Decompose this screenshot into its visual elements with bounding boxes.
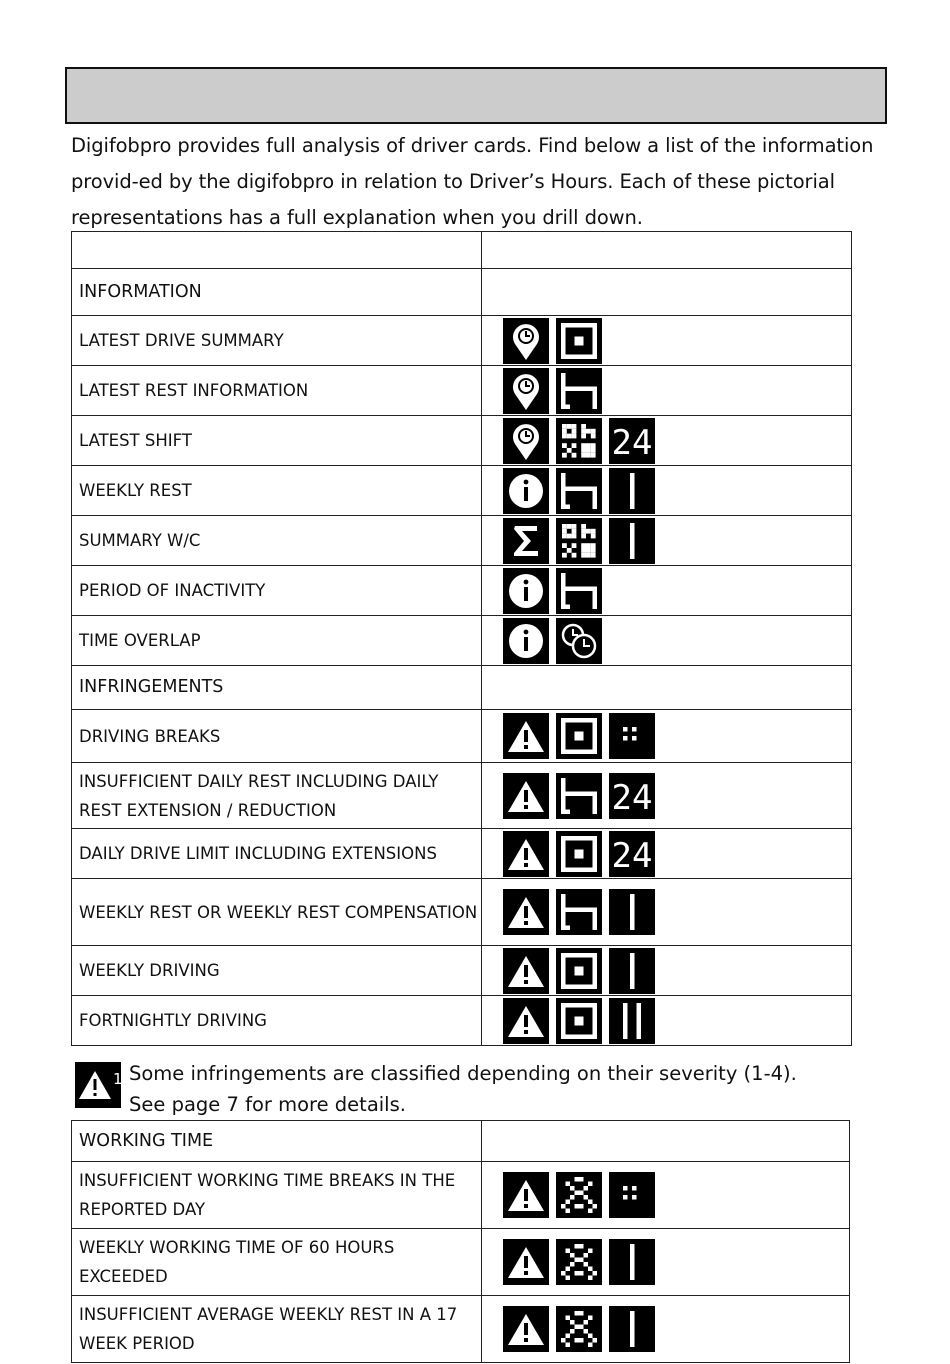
rest-bed-icon bbox=[556, 889, 602, 935]
table-row bbox=[72, 416, 852, 466]
row-label: PERIOD OF INACTIVITY bbox=[79, 581, 266, 600]
24-hours-icon bbox=[609, 773, 655, 819]
row-icons-cell bbox=[482, 1162, 850, 1229]
warning-icon bbox=[503, 998, 549, 1044]
table-row bbox=[72, 1229, 850, 1296]
icon-group bbox=[503, 998, 851, 1044]
row-label-cell bbox=[72, 1296, 482, 1363]
row-label-cell bbox=[72, 996, 482, 1046]
table-row bbox=[72, 829, 852, 879]
row-label-cell bbox=[72, 566, 482, 616]
row-label-cell bbox=[72, 316, 482, 366]
icon-group bbox=[503, 568, 851, 614]
row-label-cell bbox=[72, 1229, 482, 1296]
row-label-cell bbox=[72, 616, 482, 666]
icon-group bbox=[503, 713, 851, 759]
row-label: SUMMARY W/C bbox=[79, 531, 201, 550]
intro-paragraph: Digifobpro provides full analysis of driver cards. Find below a list of the information provid-ed by the digifobpro in relation to Driver’s Hours. Each of these pictorial representations has a full explanation when you drill down. bbox=[71, 134, 874, 229]
row-icons-cell bbox=[482, 710, 852, 763]
rest-bed-icon bbox=[556, 468, 602, 514]
row-icons-cell bbox=[482, 232, 852, 269]
working-time-table bbox=[71, 1120, 850, 1363]
row-icons-cell bbox=[482, 616, 852, 666]
clock-pin-icon bbox=[503, 318, 549, 364]
row-label-cell bbox=[72, 946, 482, 996]
double-clock-icon bbox=[556, 618, 602, 664]
icon-group bbox=[503, 889, 851, 935]
week-bar-icon bbox=[609, 889, 655, 935]
rest-bed-icon bbox=[556, 568, 602, 614]
svg-text:24: 24 bbox=[611, 835, 653, 876]
drive-grid-icon bbox=[556, 713, 602, 759]
table-row bbox=[72, 566, 852, 616]
table-row bbox=[72, 946, 852, 996]
break-dots-icon bbox=[609, 713, 655, 759]
warning-icon bbox=[503, 1172, 549, 1218]
row-label: WEEKLY REST bbox=[79, 481, 192, 500]
icon-group bbox=[503, 418, 851, 464]
drive-grid-icon bbox=[556, 948, 602, 994]
section-heading: WORKING TIME bbox=[79, 1130, 214, 1151]
icon-group bbox=[503, 1239, 849, 1285]
row-label: TIME OVERLAP bbox=[79, 631, 201, 650]
row-label-cell bbox=[72, 829, 482, 879]
row-label-cell bbox=[72, 366, 482, 416]
row-icons-cell bbox=[482, 996, 852, 1046]
table-row bbox=[72, 1162, 850, 1229]
info-icon bbox=[503, 568, 549, 614]
row-label: INSUFFICIENT AVERAGE WEEKLY REST IN A 17 WEEK PERIOD bbox=[79, 1305, 458, 1353]
row-icons-cell bbox=[482, 1229, 850, 1296]
row-icons-cell bbox=[482, 366, 852, 416]
work-hammers-icon bbox=[556, 1172, 602, 1218]
info-icon bbox=[503, 618, 549, 664]
row-icons-cell bbox=[482, 879, 852, 946]
table-row bbox=[72, 466, 852, 516]
rest-bed-icon bbox=[556, 773, 602, 819]
table-row bbox=[72, 710, 852, 763]
section-heading: INFRINGEMENTS bbox=[79, 677, 224, 697]
warning-icon bbox=[503, 948, 549, 994]
fortnight-bar-icon bbox=[609, 998, 655, 1044]
table-row bbox=[72, 763, 852, 829]
work-hammers-icon bbox=[556, 1239, 602, 1285]
row-icons-cell bbox=[482, 269, 852, 316]
icon-group bbox=[503, 1172, 849, 1218]
row-label-cell bbox=[72, 269, 482, 316]
clock-pin-icon bbox=[503, 418, 549, 464]
section-header-bar bbox=[65, 67, 887, 124]
warning-icon bbox=[503, 831, 549, 877]
row-icons-cell bbox=[482, 763, 852, 829]
icon-group bbox=[503, 368, 851, 414]
row-icons-cell bbox=[482, 1121, 850, 1162]
row-label-cell bbox=[72, 516, 482, 566]
table-row bbox=[72, 366, 852, 416]
week-bar-icon bbox=[609, 1306, 655, 1352]
table-row bbox=[72, 316, 852, 366]
row-label-cell bbox=[72, 1162, 482, 1229]
table-row bbox=[72, 1296, 850, 1363]
row-label-cell bbox=[72, 879, 482, 946]
row-icons-cell bbox=[482, 516, 852, 566]
row-label: LATEST SHIFT bbox=[79, 431, 192, 450]
row-label-cell bbox=[72, 466, 482, 516]
drive-grid-icon bbox=[556, 831, 602, 877]
severity-badge-number: 1 bbox=[113, 1070, 123, 1088]
row-label: WEEKLY WORKING TIME OF 60 HOURS EXCEEDED bbox=[79, 1238, 395, 1286]
row-icons-cell bbox=[482, 666, 852, 710]
row-icons-cell bbox=[482, 566, 852, 616]
row-icons-cell bbox=[482, 416, 852, 466]
shift-icon bbox=[556, 418, 602, 464]
row-label: DAILY DRIVE LIMIT INCLUDING EXTENSIONS bbox=[79, 844, 437, 863]
week-bar-icon bbox=[609, 518, 655, 564]
row-label-cell bbox=[72, 666, 482, 710]
row-label: INSUFFICIENT WORKING TIME BREAKS IN THE REPORTED DAY bbox=[79, 1171, 456, 1219]
row-label-cell bbox=[72, 416, 482, 466]
note-line-2: See page 7 for more details. bbox=[129, 1093, 406, 1116]
table-row bbox=[72, 879, 852, 946]
section-row bbox=[72, 666, 852, 710]
row-label-cell bbox=[72, 1121, 482, 1162]
row-label-cell bbox=[72, 710, 482, 763]
table-row bbox=[72, 996, 852, 1046]
table-row bbox=[72, 516, 852, 566]
week-bar-icon bbox=[609, 468, 655, 514]
note-line-1: Some infringements are classified depending on their severity (1-4). bbox=[129, 1062, 797, 1085]
row-label: LATEST DRIVE SUMMARY bbox=[79, 331, 284, 350]
row-icons-cell bbox=[482, 466, 852, 516]
icon-group bbox=[503, 773, 851, 819]
icon-group bbox=[503, 318, 851, 364]
sigma-icon bbox=[503, 518, 549, 564]
row-label: WEEKLY REST OR WEEKLY REST COMPENSATION bbox=[79, 902, 478, 922]
24-hours-icon bbox=[609, 831, 655, 877]
warning-icon bbox=[503, 1239, 549, 1285]
icon-group bbox=[503, 518, 851, 564]
warning-icon bbox=[503, 1306, 549, 1352]
warning-icon bbox=[503, 889, 549, 935]
24-hours-icon bbox=[609, 418, 655, 464]
info-icon bbox=[503, 468, 549, 514]
week-bar-icon bbox=[609, 1239, 655, 1285]
icon-group bbox=[503, 468, 851, 514]
svg-text:24: 24 bbox=[611, 777, 653, 818]
table-row bbox=[72, 616, 852, 666]
row-label-cell bbox=[72, 763, 482, 829]
shift-icon bbox=[556, 518, 602, 564]
rest-bed-icon bbox=[556, 368, 602, 414]
clock-pin-icon bbox=[503, 368, 549, 414]
row-label-cell bbox=[72, 232, 482, 269]
work-hammers-icon bbox=[556, 1306, 602, 1352]
row-label: LATEST REST INFORMATION bbox=[79, 381, 309, 400]
row-label: DRIVING BREAKS bbox=[79, 726, 221, 746]
drive-grid-icon bbox=[556, 998, 602, 1044]
row-icons-cell bbox=[482, 1296, 850, 1363]
warning-severity-icon bbox=[75, 1062, 121, 1108]
svg-text:24: 24 bbox=[611, 422, 653, 463]
row-label: INSUFFICIENT DAILY REST INCLUDING DAILY REST EXTENSION / REDUCTION bbox=[79, 771, 439, 820]
section-row bbox=[72, 1121, 850, 1162]
row-label: WEEKLY DRIVING bbox=[79, 961, 220, 980]
row-icons-cell bbox=[482, 316, 852, 366]
icon-group bbox=[503, 831, 851, 877]
table-row bbox=[72, 232, 852, 269]
driver-hours-table bbox=[71, 231, 852, 1046]
drive-grid-icon bbox=[556, 318, 602, 364]
break-dots-icon bbox=[609, 1172, 655, 1218]
row-icons-cell bbox=[482, 829, 852, 879]
icon-group bbox=[503, 1306, 849, 1352]
section-row bbox=[72, 269, 852, 316]
row-icons-cell bbox=[482, 946, 852, 996]
warning-icon bbox=[503, 713, 549, 759]
week-bar-icon bbox=[609, 948, 655, 994]
icon-group bbox=[503, 948, 851, 994]
warning-icon bbox=[503, 773, 549, 819]
row-label: FORTNIGHTLY DRIVING bbox=[79, 1011, 267, 1030]
icon-group bbox=[503, 618, 851, 664]
section-heading: INFORMATION bbox=[79, 281, 202, 302]
